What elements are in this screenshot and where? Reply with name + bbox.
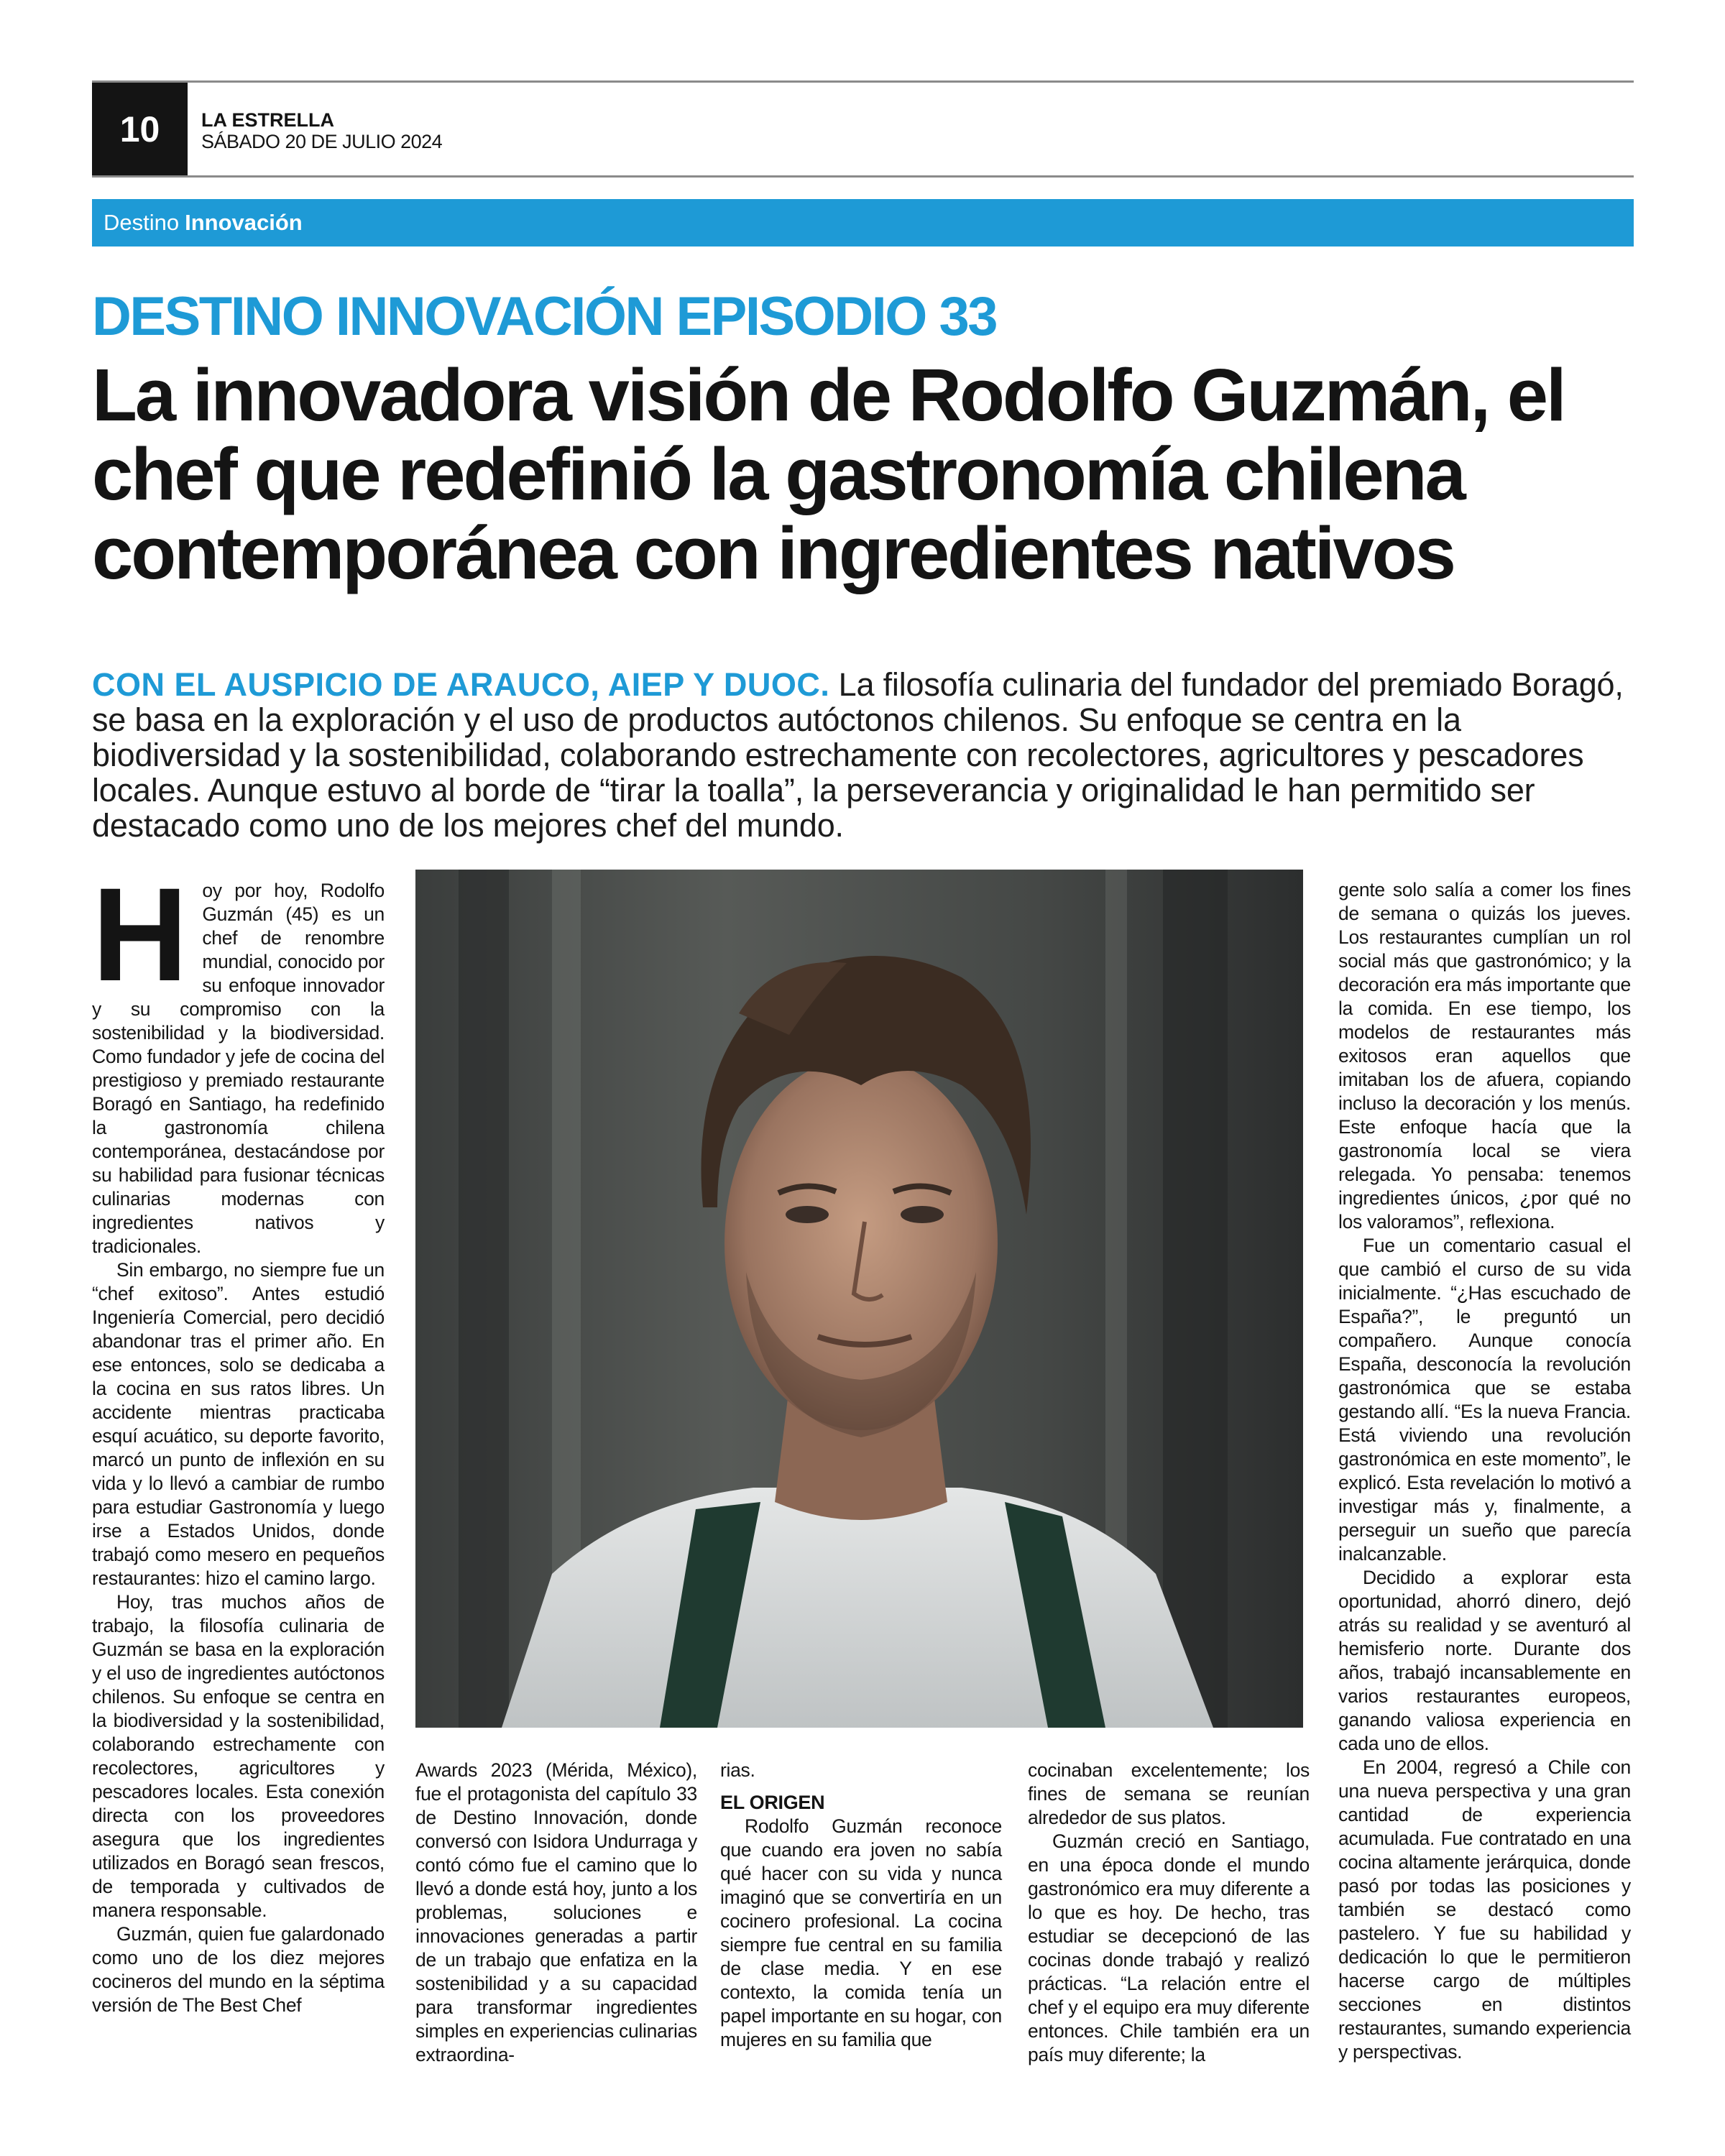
section-label-bold: Innovación bbox=[185, 210, 303, 235]
body-paragraph: Guzmán, quien fue galardonado como uno de los diez mejores cocineros del mundo en la séptima versión de The Best Chef bbox=[92, 1923, 385, 2016]
dropcap: H bbox=[92, 861, 188, 1009]
body-paragraph: gente solo salía a comer los fines de semana o quizás los jueves. Los restaurantes cumplían un rol social más que gastronómico; y la decoración era más importante que la comida. En ese tiempo, los modelos de restaurantes más exitosos eran aquellos que imitaban los de afuera, copiando incluso la decoración y los menús. Este enfoque hacía que la gastronomía local se viera relegada. Yo pensaba: tenemos ingredientes únicos, ¿por qué no los valoramos”, reflexiona. bbox=[1338, 879, 1631, 1233]
article-column-2 bbox=[415, 1759, 697, 2096]
section-subhead: EL ORIGEN bbox=[720, 1792, 825, 1813]
body-paragraph: Rodolfo Guzmán reconoce que cuando era joven no sabía qué hacer con su vida y nunca imaginó que se convertiría en un cocinero profesional. La cocina siempre fue central en su familia de clase media. Y en ese contexto, la comida tenía un papel importante en su hogar, con mujeres en su familia que bbox=[720, 1815, 1002, 2050]
section-bar bbox=[92, 199, 1634, 247]
dek-text: La filosofía culinaria del fundador del premiado Boragó, se basa en la exploración y el uso de productos autóctonos chilenos. Su enfoque se centra en la biodiversidad y la sostenibilidad, colaborando estrechamente con recolectores, agricultores y pescadores locales. Aunque estuvo al borde de “tirar la toalla”, la perseverancia y originalidad le han permitido ser destacado como uno de los mejores chef del mundo. bbox=[92, 666, 1624, 844]
body-paragraph: Sin embargo, no siempre fue un “chef exitoso”. Antes estudió Ingeniería Comercial, pero decidió abandonar tras el primer año. En ese entonces, solo se dedicaba a la cocina en sus ratos libres. Un accidente mientras practicaba esquí acuático, su deporte favorito, marcó un punto de inflexión en su vida y lo llevó a cambiar de rumbo para estudiar Gastronomía y luego irse a Estados Unidos, donde trabajó como mesero en pequeños restaurantes: hizo el camino largo. bbox=[92, 1259, 385, 1589]
article-column-4 bbox=[1028, 1759, 1310, 2096]
body-paragraph: Awards 2023 (Mérida, México), fue el protagonista del capítulo 33 de Destino Innovación, donde conversó con Isidora Undurraga y contó cómo fue el camino que lo llevó a donde está hoy, junto a los problemas, soluciones e innovaciones generadas a partir de un trabajo que enfatiza en la sostenibilidad y a su capacidad para transformar ingredientes simples en experiencias culinarias extraordina- bbox=[415, 1759, 697, 2065]
article-kicker: DESTINO INNOVACIÓN EPISODIO 33 bbox=[92, 286, 997, 347]
body-paragraph: Decidido a explorar esta oportunidad, ahorró dinero, dejó atrás su realidad y se aventuró al hemisferio norte. Durante dos años, trabajó incansablemente en varios restaurantes europeos, ganando valiosa experiencia en cada uno de ellos. bbox=[1338, 1567, 1631, 1754]
dek-sponsor: CON EL AUSPICIO DE ARAUCO, AIEP Y DUOC. bbox=[92, 666, 830, 703]
article-dek bbox=[92, 667, 1634, 843]
body-paragraph: cocinaban excelentemente; los fines de semana se reunían alrededor de sus platos. bbox=[1028, 1759, 1310, 1828]
article-column-5 bbox=[1338, 878, 1631, 2100]
portrait-illustration bbox=[415, 870, 1303, 1728]
body-paragraph: En 2004, regresó a Chile con una nueva perspectiva y una gran cantidad de experiencia acumulada. Fue contratado en una cocina altamente jerárquica, donde pasó por todas las posiciones y también se destacó como pastelero. Y fue su habilidad y dedicación lo que le permitieron hacerse cargo de múltiples secciones en distintos restaurantes, sumando experiencia y perspectivas. bbox=[1338, 1756, 1631, 2063]
article-column-1 bbox=[92, 861, 385, 2101]
section-label-light: Destino bbox=[104, 210, 180, 235]
top-rule bbox=[92, 80, 1634, 83]
chef-portrait-photo bbox=[415, 870, 1303, 1728]
masthead-rule bbox=[92, 175, 1634, 178]
page-number: 10 bbox=[92, 83, 188, 175]
article-column-3 bbox=[720, 1759, 1002, 2096]
newspaper-name: LA ESTRELLA bbox=[201, 109, 334, 131]
body-paragraph: Fue un comentario casual el que cambió el curso de su vida inicialmente. “¿Has escuchado de España?”, le preguntó un compañero. Aunque conocía España, desconocía la revolución gastronómica que se estaba gestando allí. “Es la nueva Francia. Está viviendo una revolución gastronómica en este momento”, le explicó. Esta revelación lo motivó a investigar más y, finalmente, a perseguir un sueño que parecía inalcanzable. bbox=[1338, 1235, 1631, 1565]
body-paragraph: oy por hoy, Rodolfo Guzmán (45) es un chef de renombre mundial, conocido por su enfoque innovador y su compromiso con la sostenibilidad y la biodiversidad. Como fundador y jefe de cocina del prestigioso y premiado restaurante Boragó en Santiago, ha redefinido la gastronomía chilena contemporánea, destacándose por su habilidad para fusionar técnicas culinarias modernas con ingredientes nativos y tradicionales. bbox=[92, 880, 385, 1257]
article-headline: La innovadora visión de Rodolfo Guzmán, el chef que redefinió la gastronomía chilena contemporánea con ingredientes nativos bbox=[92, 354, 1565, 594]
body-paragraph: rias. bbox=[720, 1759, 755, 1781]
issue-date: SÁBADO 20 DE JULIO 2024 bbox=[201, 131, 443, 152]
body-paragraph: Hoy, tras muchos años de trabajo, la filosofía culinaria de Guzmán se basa en la exploración y el uso de ingredientes autóctonos chilenos. Su enfoque se centra en la biodiversidad y la sostenibilidad, colaborando estrechamente con recolectores, agricultores y pescadores locales. Esta conexión directa con los proveedores asegura que los ingredientes utilizados en Boragó sean frescos, de temporada y cultivados de manera responsable. bbox=[92, 1591, 385, 1921]
body-paragraph: Guzmán creció en Santiago, en una época donde el mundo gastronómico era muy diferente a lo que es hoy. De hecho, tras estudiar se decepcionó de las cocinas donde trabajó y realizó prácticas. “La relación entre el chef y el equipo era muy diferente entonces. Chile también era un país muy diferente; la bbox=[1028, 1830, 1310, 2065]
